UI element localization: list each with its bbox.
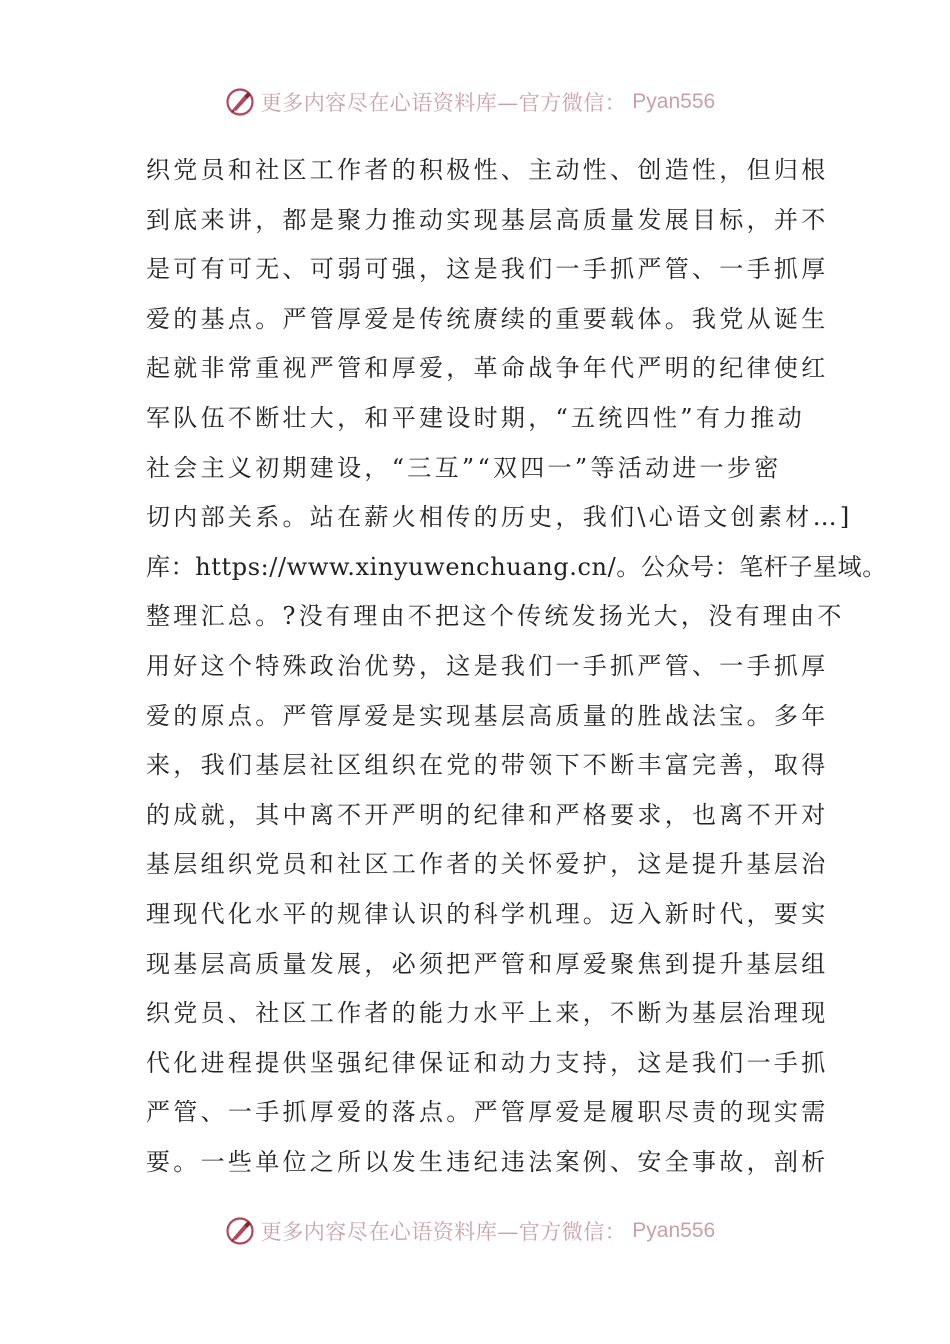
fountain-pen-logo-icon	[225, 87, 255, 117]
body-text-line: 社会主义初期建设，“三互”“双四一”等活动进一步密	[146, 453, 782, 482]
body-text-line: 现基层高质量发展，必须把严管和厚爱聚焦到提升基层组	[146, 949, 829, 978]
fountain-pen-logo-icon	[225, 1216, 255, 1246]
body-text-line: 起就非常重视严管和厚爱，革命战争年代严明的纪律使红	[146, 354, 829, 383]
body-text-line: 的成就，其中离不开严明的纪律和严格要求，也离不开对	[146, 800, 829, 829]
header-wechat-id: Pyan556	[632, 90, 716, 113]
header-watermark-text: 更多内容尽在心语资料库—官方微信：	[260, 91, 627, 115]
body-text-line: 理现代化水平的规律认识的科学机理。迈入新时代，要实	[146, 899, 829, 928]
body-text-line: 是可有可无、可弱可强，这是我们一手抓严管、一手抓厚	[146, 255, 829, 284]
body-text-line: 爱的原点。严管厚爱是实现基层高质量的胜战法宝。多年	[146, 701, 829, 730]
body-text-line: 到底来讲，都是聚力推动实现基层高质量发展目标，并不	[146, 205, 829, 234]
body-text-line: 严管、一手抓厚爱的落点。严管厚爱是履职尽责的现实需	[146, 1098, 829, 1127]
body-text-line: 切内部关系。站在薪火相传的历史，我们\心语文创素材…]	[146, 503, 853, 532]
document-body	[146, 146, 887, 1187]
body-text-line: 用好这个特殊政治优势，这是我们一手抓严管、一手抓厚	[146, 651, 829, 680]
body-text-line: 代化进程提供坚强纪律保证和动力支持，这是我们一手抓	[146, 1048, 829, 1077]
footer-watermark-group	[225, 1216, 715, 1246]
footer-watermark-banner	[0, 1211, 950, 1251]
body-text-line: 爱的基点。严管厚爱是传统赓续的重要载体。我党从诞生	[146, 304, 829, 333]
body-text-line: 来，我们基层社区组织在党的带领下不断丰富完善，取得	[146, 751, 829, 780]
header-watermark-group	[225, 87, 715, 117]
body-text-line: 整理汇总。?没有理由不把这个传统发扬光大，没有理由不	[146, 602, 845, 631]
body-text-line: 织党员和社区工作者的积极性、主动性、创造性，但归根	[146, 156, 829, 184]
footer-watermark-text: 更多内容尽在心语资料库—官方微信：	[260, 1220, 627, 1244]
footer-wechat-id: Pyan556	[632, 1219, 716, 1242]
body-text-line: 织党员、社区工作者的能力水平上来，不断为基层治理现	[146, 999, 829, 1028]
header-watermark-banner	[0, 82, 950, 122]
body-text-line: 库：https://www.xinyuwenchuang.cn/。公众号：笔杆子星域。	[146, 552, 887, 581]
body-text-line: 基层组织党员和社区工作者的关怀爱护，这是提升基层治	[146, 850, 829, 879]
body-text-line: 要。一些单位之所以发生违纪违法案例、安全事故，剖析	[146, 1147, 829, 1176]
body-text-line: 军队伍不断壮大，和平建设时期，“五统四性”有力推动	[146, 403, 806, 432]
